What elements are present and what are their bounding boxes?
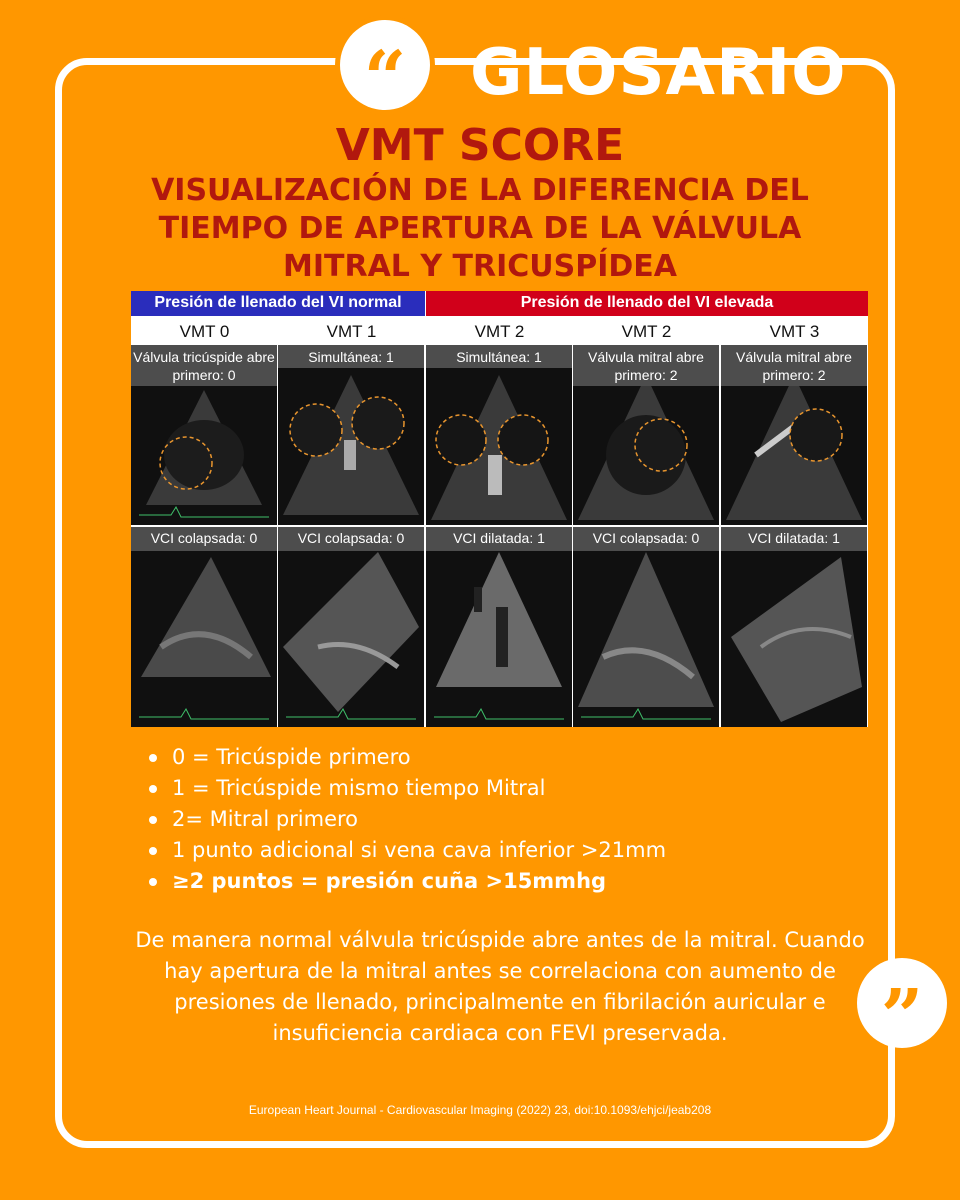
list-item: 2= Mitral primero: [145, 804, 666, 835]
figure-column: [573, 316, 720, 727]
subtitle: VISUALIZACIÓN DE LA DIFERENCIA DEL TIEMPO DE APERTURA DE LA VÁLVULA MITRAL Y TRICUSPÍDEA: [151, 173, 809, 284]
bullet-icon: [149, 785, 157, 793]
bottom-caption: VCI dilatada: 1: [721, 527, 867, 551]
echo-vci-image: [721, 527, 867, 727]
figure-column: [721, 316, 868, 727]
figure-column: [426, 316, 573, 727]
echo-valve-image: [721, 345, 867, 525]
open-quote-icon: “: [340, 20, 430, 110]
column-title: VMT 2: [573, 316, 720, 344]
echo-valve-image: [278, 345, 424, 525]
bullet-icon: [149, 847, 157, 855]
bullet-icon: [149, 816, 157, 824]
list-item: 0 = Tricúspide primero: [145, 742, 666, 773]
bottom-caption: VCI colapsada: 0: [573, 527, 719, 551]
explanation-paragraph: De manera normal válvula tricúspide abre antes de la mitral. Cuando hay apertura de la mitral antes se correlaciona con aumento de presiones de llenado, principalmente en fibrilación auricular e insuficiencia cardiaca con FEVI preservada.: [135, 928, 865, 1045]
top-caption: Simultánea: 1: [426, 345, 572, 368]
figure-column: [131, 316, 278, 727]
echo-valve-image: [426, 345, 572, 525]
echo-valve-image: [131, 345, 277, 525]
column-title: VMT 3: [721, 316, 868, 344]
bullet-icon: [149, 754, 157, 762]
criteria-list: [145, 742, 666, 897]
echo-vci-image: [278, 527, 424, 727]
top-caption: Válvula mitral abre primero: 2: [573, 345, 719, 386]
open-quote-badge: [335, 15, 435, 122]
page-header-title: GLOSARIO: [470, 36, 847, 110]
close-quote-icon: ”: [857, 958, 947, 1048]
echo-vci-image: [426, 527, 572, 727]
bullet-icon: [149, 878, 157, 886]
citation: European Heart Journal - Cardiovascular Imaging (2022) 23, doi:10.1093/ehjci/jeab208: [248, 1103, 712, 1117]
band-elevated-pressure: Presión de llenado del VI elevada: [426, 291, 868, 316]
bottom-caption: VCI dilatada: 1: [426, 527, 572, 551]
echo-valve-image: [573, 345, 719, 525]
top-caption: Válvula mitral abre primero: 2: [721, 345, 867, 386]
column-title: VMT 2: [426, 316, 573, 344]
main-title: VMT SCORE: [335, 120, 625, 171]
figure-column: [278, 316, 425, 727]
column-title: VMT 0: [131, 316, 278, 344]
echo-vci-image: [573, 527, 719, 727]
echo-figure: [131, 291, 868, 727]
list-item: ≥2 puntos = presión cuña >15mmhg: [145, 866, 666, 897]
list-item: 1 = Tricúspide mismo tiempo Mitral: [145, 773, 666, 804]
column-title: VMT 1: [278, 316, 425, 344]
echo-vci-image: [131, 527, 277, 727]
bottom-caption: VCI colapsada: 0: [278, 527, 424, 551]
top-caption: Válvula tricúspide abre primero: 0: [131, 345, 277, 386]
top-caption: Simultánea: 1: [278, 345, 424, 368]
bottom-caption: VCI colapsada: 0: [131, 527, 277, 551]
list-item: 1 punto adicional si vena cava inferior >21mm: [145, 835, 666, 866]
band-normal-pressure: Presión de llenado del VI normal: [131, 291, 425, 316]
